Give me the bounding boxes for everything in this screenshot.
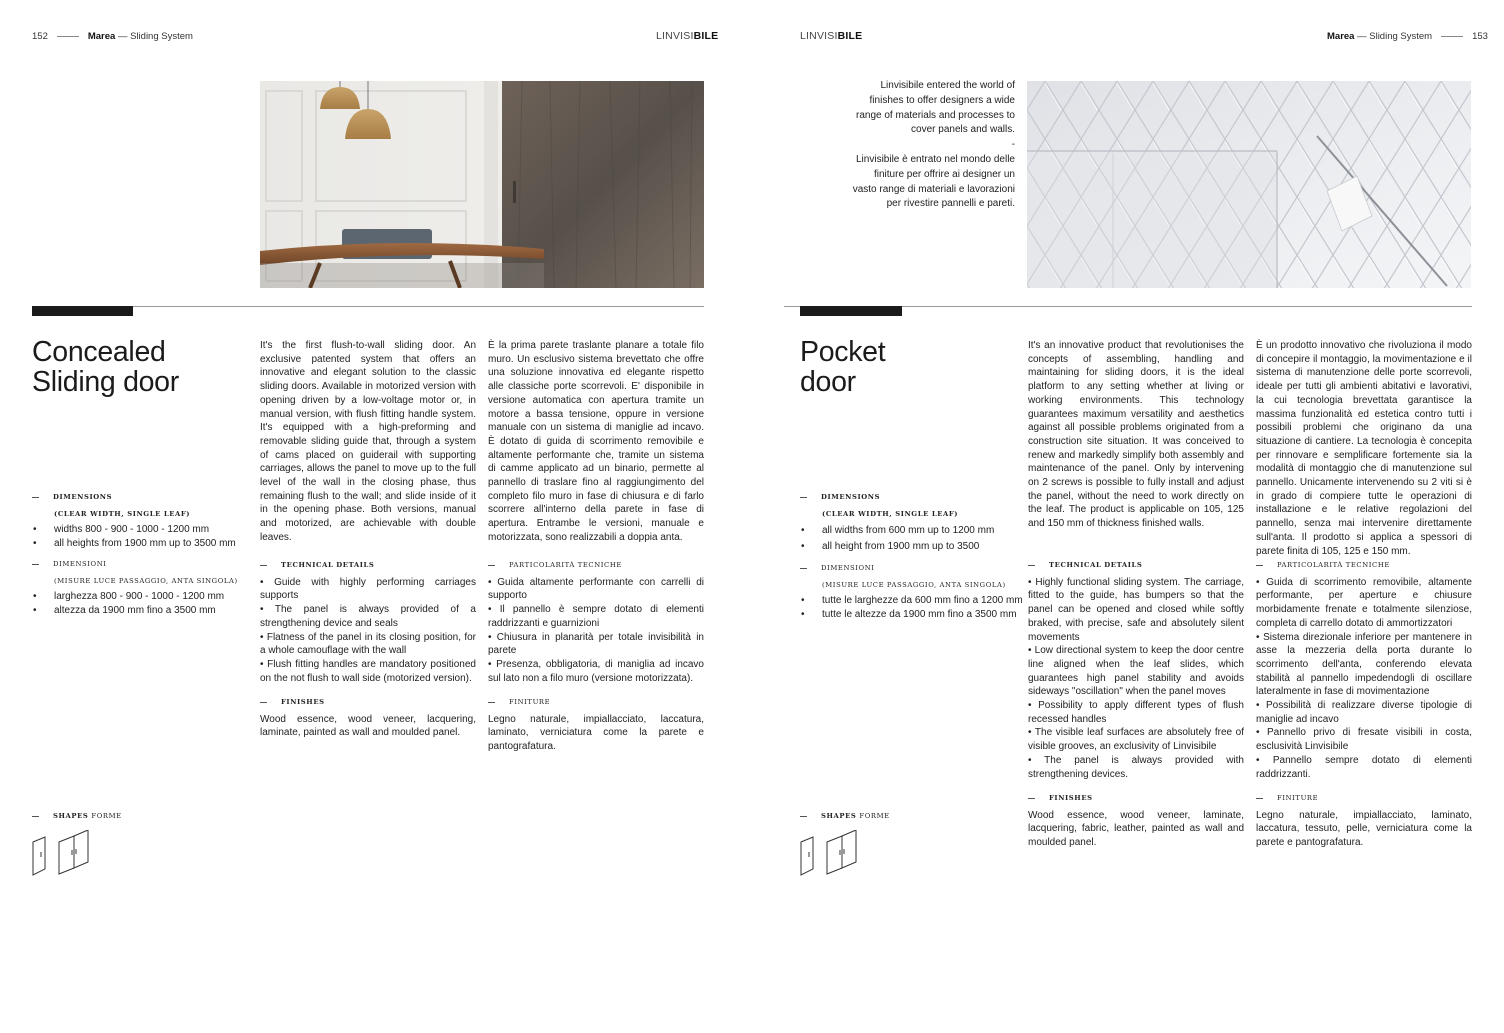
body-text-en: It's the first flush-to-wall sliding door. An exclusive patented system that offers an innovative and elegant solution to the classic sliding doors. Available in motorized version with opening driven by a low-voltage motor or, in manual version, with flush fitting handle system. It's equipped with a high-preforming and removable sliding guide that, through a system of cams placed on guiderail with supporting carriages, allows the panel to move up to the full level of the wall in the closing phase, thus remaining flush to the wall; and slide inside of it in the opening phase. Both versions, manual and motorized, are achievable with double leaves.: [260, 340, 476, 543]
dimension-item: • widths 800 - 900 - 1000 - 1200 mm: [32, 523, 247, 537]
header-divider: [57, 36, 79, 37]
finiture-heading: FINITURE: [488, 696, 704, 710]
brand-logo: LINVISIBILE: [800, 30, 863, 42]
dimensions-heading: DIMENSIONS: [32, 491, 247, 505]
door-shapes: [799, 830, 861, 883]
technical-item: • The visible leaf surfaces are absolutely free of visible grooves, an exclusivity of Linvisibile: [1028, 727, 1244, 753]
technical-item: • Highly functional sliding system. The carriage, fitted to the guide, has bumpers so that the panel can be opened and closed while softly braked, with precise, safe and absolutely silent movements: [1028, 576, 1244, 643]
dimensioni-heading: DIMENSIONI: [32, 558, 247, 572]
collection-name: Marea: [87, 31, 116, 42]
tecniche-heading: PARTICOLARITÀ TECNICHE: [488, 559, 704, 573]
finiture-text: Legno naturale, impiallacciato, laminato, laccatura, tessuto, pelle, verniciatura come la parete e pantografatura.: [1256, 809, 1472, 849]
body-text-it: È la prima parete traslante planare a totale filo muro. Un esclusivo sistema brevettato che offre una soluzione innovativa ed elegante rispetto alle classiche porte scorrevoli. E' disponibile in versione automatica con apertura tramite un motore a bassa tensione, oppure in versione manuale con un sistema di maniglie ad incavo. È dotato di guida di scorrimento removibile e altamente performante che, tramite un sistema di camme applicato ad un binario, permette al pannello di traslare fino al raggiungimento del completo filo muro in fase di chiusura e di farlo scorrere all'interno della parete in fase di apertura. Entrambe le versioni, manuale e motorizzata, sono realizzabili a doppia anta.: [488, 340, 704, 543]
single-door-icon: [801, 837, 813, 875]
dimensioni-heading: DIMENSIONI: [800, 562, 1020, 576]
patterned-wall-illustration: [1027, 81, 1471, 288]
page-number: 152: [32, 31, 48, 42]
tecniche-item: • Il pannello è sempre dotato di elementi raddrizzanti e guarnizioni: [488, 604, 704, 629]
brand-logo: LINVISIBILE: [656, 30, 719, 42]
dimensioni-block: [800, 562, 1023, 621]
technical-details-it: [1256, 559, 1472, 781]
finishes-en: [260, 696, 476, 740]
technical-heading: TECHNICAL DETAILS: [1028, 559, 1244, 573]
door-shape-icons: [31, 830, 93, 878]
dimensions-block: [32, 491, 247, 550]
section-name: — Sliding System: [1354, 31, 1433, 42]
dimensioni-item: • altezza da 1900 mm fino a 3500 mm: [32, 604, 247, 618]
technical-item: • The panel is always provided with strengthening devices.: [1028, 754, 1244, 780]
dimensioni-subheading: (MISURE LUCE PASSAGGIO, ANTA SINGOLA): [54, 576, 238, 585]
intro-en: Linvisibile entered the world of finishes to offer designers a wide range of materials and processes to cover panels and walls.: [856, 80, 1015, 136]
dimensions-subheading: (CLEAR WIDTH, SINGLE LEAF): [822, 509, 959, 518]
header-divider: [1441, 36, 1463, 37]
finiture-it: [1256, 792, 1472, 850]
tecniche-item: • Presenza, obbligatoria, di maniglia ad incavo sul lato non a filo muro (versione motorizzata).: [488, 658, 704, 684]
dimension-item: • all height from 1900 mm up to 3500: [800, 539, 1020, 555]
finiture-it: [488, 696, 704, 754]
intro-it: Linvisibile è entrato nel mondo delle finiture per offrire ai designer un vasto range di materiali e lavorazioni per rivestire pannelli e pareti.: [852, 153, 1015, 210]
technical-item: • The panel is always provided of a strengthening device and seals: [260, 604, 476, 629]
page-header-left: [32, 31, 193, 43]
dimensions-heading: DIMENSIONS: [800, 491, 1020, 505]
technical-item: • Possibility to apply different types of flush recessed handles: [1028, 700, 1244, 725]
tecniche-item: • Possibilità di realizzare diverse tipologie di maniglie ad incavo: [1256, 700, 1472, 725]
shapes-label: SHAPES FORME: [32, 812, 122, 823]
dimensions-subheading: (CLEAR WIDTH, SINGLE LEAF): [54, 509, 191, 518]
technical-item: • Guide with highly performing carriages supports: [260, 576, 476, 602]
tecniche-item: • Sistema direzionale inferiore per mantenere in asse la mezzeria della porta durante lo scorrimento dell'anta, conferendo elevata stabilità al pannello impedendogli di oscillare lateralmente in fase di movimentazione: [1256, 631, 1472, 698]
technical-heading: TECHNICAL DETAILS: [260, 559, 476, 573]
page-header-right: [1327, 31, 1488, 43]
section-name: — Sliding System: [115, 31, 193, 42]
page-number: 153: [1472, 31, 1488, 42]
tecniche-item: • Pannello privo di fresate visibili in costa, esclusività Linvisibile: [1256, 727, 1472, 753]
technical-item: • Low directional system to keep the door centre line aligned when the leaf slides, which guarantees high panel stability and avoids sideways "oscillation" when the panel moves: [1028, 645, 1244, 698]
section-rule-bar: [800, 306, 902, 316]
double-door-icon: [827, 830, 856, 874]
product-title: Concealed Sliding door: [32, 336, 179, 398]
dimensioni-item: • tutte le larghezze da 600 mm fino a 1200 mm: [800, 594, 1020, 608]
finiture-heading: FINITURE: [1256, 792, 1472, 806]
section-rule-bar: [32, 306, 133, 316]
dimensions-block: [800, 491, 1020, 554]
shapes-label: SHAPES FORME: [800, 812, 890, 823]
finishes-intro: [848, 79, 1015, 212]
technical-details-it: [488, 559, 704, 685]
technical-item: • Flush fitting handles are mandatory positioned on the not flush to wall side (motorized version).: [260, 658, 476, 684]
pocket-door-photo: [1027, 81, 1471, 288]
tecniche-item: • Guida altamente performante con carrelli di supporto: [488, 576, 704, 602]
concealed-door-photo: [260, 81, 704, 288]
dimensioni-subheading: (MISURE LUCE PASSAGGIO, ANTA SINGOLA): [822, 580, 1006, 589]
door-shapes: [31, 830, 93, 883]
dimensioni-item: • tutte le altezze da 1900 mm fino a 3500 mm: [800, 608, 1020, 622]
dimensioni-block: [32, 558, 247, 617]
door-shape-icons: [799, 830, 861, 878]
finishes-en: [1028, 792, 1244, 850]
finishes-heading: FINISHES: [1028, 792, 1244, 806]
dimension-item: • all heights from 1900 mm up to 3500 mm: [32, 537, 247, 551]
tecniche-item: • Pannello sempre dotato di elementi raddrizzanti.: [1256, 754, 1472, 780]
body-text-it: È un prodotto innovativo che rivoluziona il modo di concepire il montaggio, la movimentazione e il sistema di manutenzione delle porte scorrevoli, ideale per tutti gli ambienti abitativi e lavorativi, la cui tecnologia brevettata garantisce la massima funzionalità ed estetica contro tutti i possibili problemi che originano da una situazione di cantiere. La tecnologia è concepita per rinnovare e semplificare fortemente sia la modalità di montaggio che di manutenzione sul pannello. Unicamente intervenendo su 2 viti si è in grado di compiere tutte le operazioni di installazione e le relative regolazioni del pannello, senza mai intervenire direttamente sull'anta. Il prodotto si applica a spessori di parete finita di 105, 125 e 150 mm.: [1256, 340, 1472, 557]
collection-name: Marea: [1327, 31, 1355, 42]
intro-separator: -: [1011, 139, 1015, 151]
tecniche-item: • Guida di scorrimento removibile, altamente performante, per aperture e chiusure morbidamente frenate e totalmente silenziose, completa di carrello dotato di ammortizzatori: [1256, 576, 1472, 629]
product-title: Pocket door: [800, 336, 886, 398]
technical-details-en: [260, 559, 476, 685]
double-door-icon: [59, 830, 88, 874]
finiture-text: Legno naturale, impiallacciato, laccatura, laminato, verniciatura come la parete e pantografatura.: [488, 713, 704, 753]
finishes-text: Wood essence, wood veneer, laminate, lacquering, fabric, leather, painted as wall and moulded panel.: [1028, 809, 1244, 849]
single-door-icon: [33, 837, 45, 875]
dining-room-illustration: [260, 81, 704, 288]
finishes-heading: FINISHES: [260, 696, 476, 710]
finishes-text: Wood essence, wood veneer, lacquering, laminate, painted as wall and moulded panel.: [260, 713, 476, 739]
dimension-item: • all widths from 600 mm up to 1200 mm: [800, 523, 1020, 539]
dimensioni-item: • larghezza 800 - 900 - 1000 - 1200 mm: [32, 590, 247, 604]
technical-details-en: [1028, 559, 1244, 781]
tecniche-heading: PARTICOLARITÀ TECNICHE: [1256, 559, 1472, 573]
tecniche-item: • Chiusura in planarità per totale invisibilità in parete: [488, 631, 704, 657]
technical-item: • Flatness of the panel in its closing position, for a whole camouflage with the wall: [260, 631, 476, 657]
body-text-en: It's an innovative product that revolutionises the concepts of assembling, handling and maintaining for sliding doors, it is the ideal platform to any setting whether at living or working environments. This technology guarantees maximum versatility and aesthetics against all possible problems originated from a construction site situation. It was conceived to renew and markedly simplify both assembly and maintenance of the panel. Only by intervening on 2 screws is possible to fully install and adjust the panel, without the need to work directly on the leaf. The product is applicable on 105, 125 and 150 mm of thickness finished walls.: [1028, 340, 1244, 530]
